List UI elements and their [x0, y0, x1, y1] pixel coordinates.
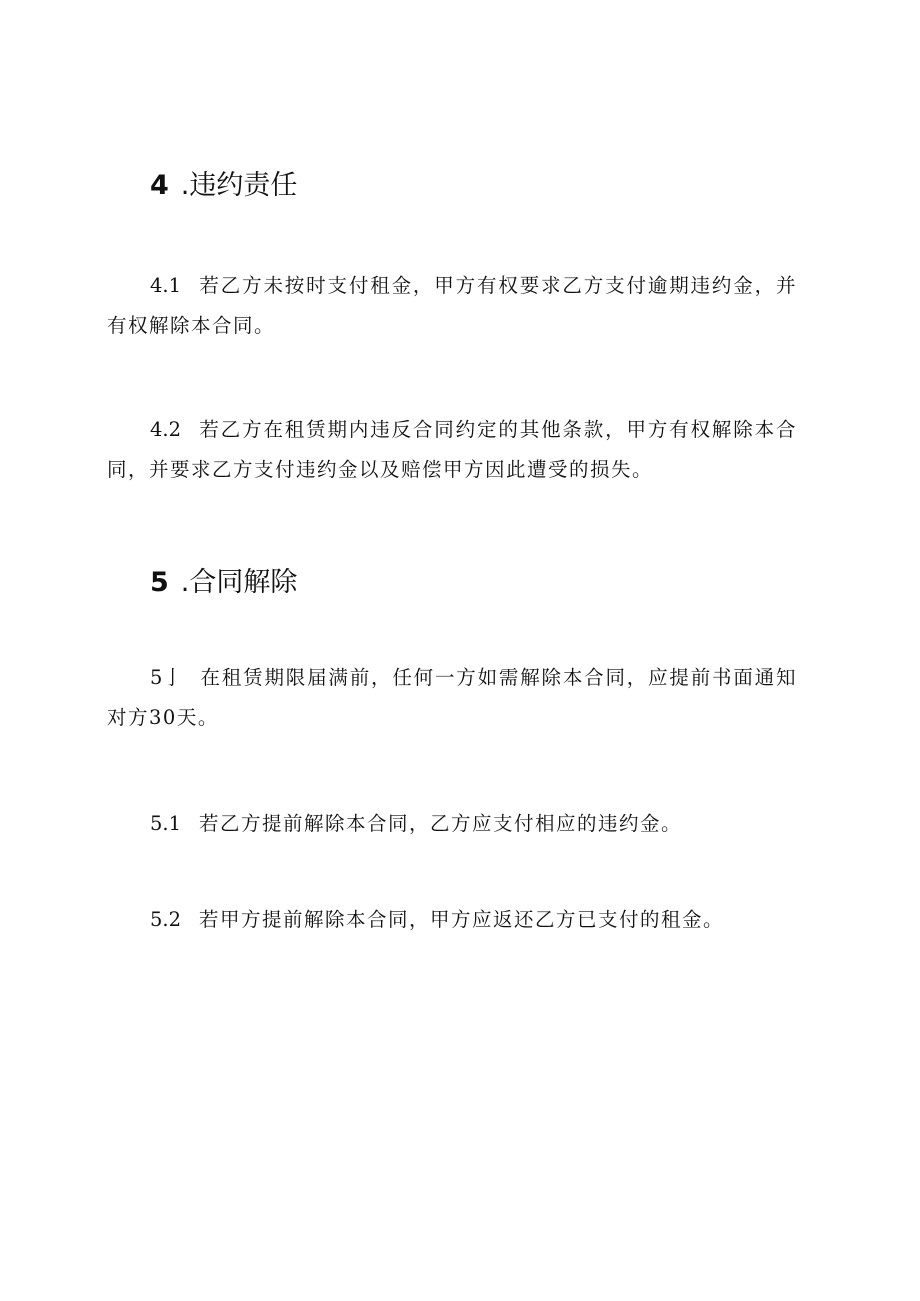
- clause-text: 若乙方提前解除本合同，乙方应支付相应的违约金。: [199, 812, 683, 835]
- section-heading-4: [150, 168, 297, 204]
- clause-5-0: [107, 658, 797, 738]
- section-number: 5: [150, 567, 169, 598]
- section-heading-5: [150, 565, 297, 601]
- clause-4-1: [107, 266, 797, 346]
- clause-number: 5亅: [150, 666, 183, 689]
- section-title: .违约责任: [180, 170, 298, 201]
- section-number: 4: [150, 170, 169, 201]
- clause-number: 5.2: [150, 908, 182, 931]
- clause-number: 5.1: [150, 812, 182, 835]
- clause-text: 在租赁期限届满前，任何一方如需解除本合同，应提前书面通知对方30天。: [107, 666, 797, 729]
- clause-number: 4.2: [150, 418, 182, 441]
- section-title: .合同解除: [180, 567, 298, 598]
- clause-5-2: [107, 900, 797, 940]
- clause-text: 若甲方提前解除本合同，甲方应返还乙方已支付的租金。: [199, 908, 725, 931]
- clause-number: 4.1: [150, 274, 182, 297]
- clause-5-1: [107, 804, 797, 844]
- clause-text: 若乙方在租赁期内违反合同约定的其他条款，甲方有权解除本合同，并要求乙方支付违约金以及赔偿甲方因此遭受的损失。: [107, 418, 797, 481]
- clause-4-2: [107, 410, 797, 490]
- clause-text: 若乙方未按时支付租金，甲方有权要求乙方支付逾期违约金，并有权解除本合同。: [107, 274, 797, 337]
